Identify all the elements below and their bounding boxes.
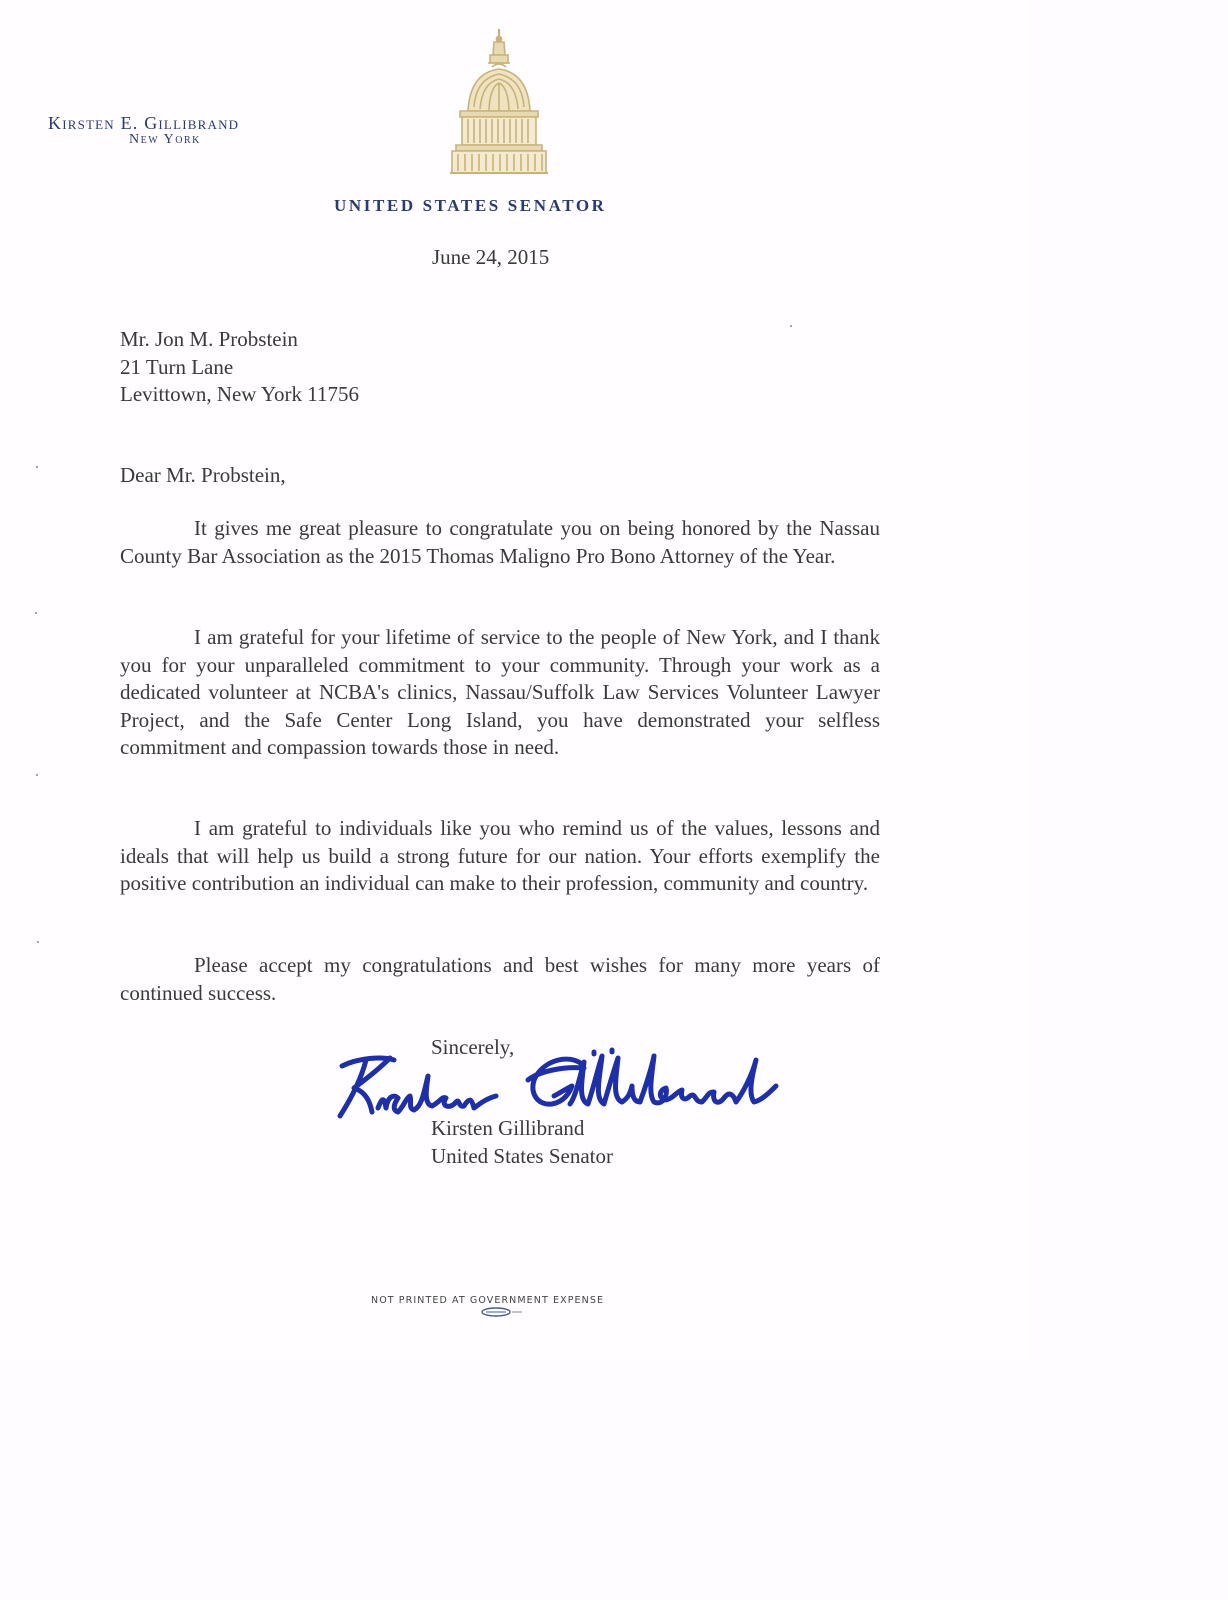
body-paragraph: Please accept my congratulations and best wishes for many more years of continued success.	[120, 953, 880, 1005]
paper-speck	[35, 612, 37, 614]
handwritten-signature	[332, 1046, 780, 1124]
letter-date: June 24, 2015	[432, 245, 550, 269]
paper-speck	[36, 774, 38, 776]
capitol-dome-icon	[448, 27, 550, 177]
sender-name: Kirsten E. Gillibrand	[48, 113, 240, 133]
recipient-address	[120, 326, 359, 409]
signer-name: Kirsten Gillibrand	[431, 1116, 585, 1140]
senator-title: UNITED STATES SENATOR	[334, 196, 607, 215]
signer-title: United States Senator	[431, 1144, 613, 1168]
recipient-name: Mr. Jon M. Probstein	[120, 327, 298, 351]
paper-speck	[36, 466, 38, 468]
sender-state: New York	[129, 132, 201, 147]
body-paragraph: It gives me great pleasure to congratulate you on being honored by the Nassau County Bar Association as the 2015 Thomas Maligno Pro Bono Attorney of the Year.	[120, 516, 880, 568]
footer-note: NOT PRINTED AT GOVERNMENT EXPENSE	[371, 1295, 605, 1306]
union-label-icon	[478, 1306, 526, 1318]
closing: Sincerely,	[431, 1035, 515, 1059]
paper-speck	[790, 325, 792, 327]
recipient-city: Levittown, New York 11756	[120, 382, 359, 406]
recipient-street: 21 Turn Lane	[120, 354, 234, 379]
salutation: Dear Mr. Probstein,	[120, 463, 286, 487]
paper-speck	[37, 941, 39, 943]
body-paragraph: I am grateful to individuals like you who remind us of the values, lessons and ideals that will help us build a strong future for our nation. Your efforts exemplify the positive contribution an individual can make to their profession, community and country.	[120, 816, 880, 895]
body-paragraph: I am grateful for your lifetime of service to the people of New York, and I thank you for your unparalleled commitment to your community. Through your work as a dedicated volunteer at NCBA's clinics, Nassau/Suffolk Law Services Volunteer Lawyer Project, and the Safe Center Long Island, you have demonstrated your selfless commitment and compassion towards those in need.	[120, 625, 880, 759]
